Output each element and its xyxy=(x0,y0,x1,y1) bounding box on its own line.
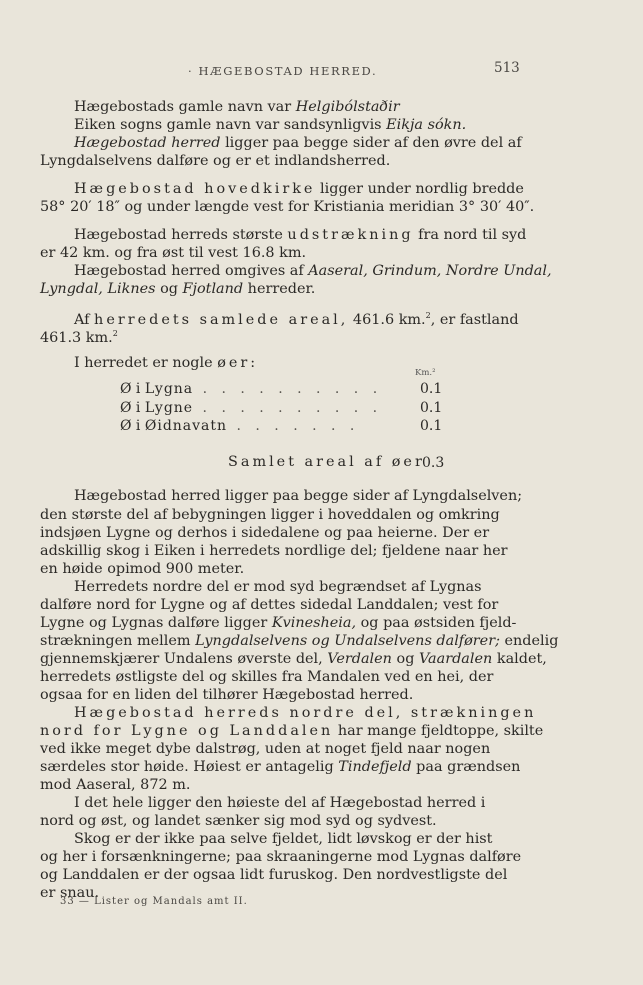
district-name: Hægebostad herred xyxy=(74,135,221,151)
body-text-span: Hægebostad herreds nordre del, strækningen xyxy=(74,705,537,721)
borders-line xyxy=(74,264,552,278)
body-text-span: og her i forsænkningerne; paa skraaningerne mod Lygnas dalføre xyxy=(40,849,522,865)
intro-text: Hægebostads gamle navn var xyxy=(74,99,296,115)
body-line xyxy=(40,814,437,828)
body-line xyxy=(74,706,536,720)
island-prefix: Ø i xyxy=(120,381,145,397)
intro-text: Eiken sogns gamle navn var sandsynligvis xyxy=(74,117,387,133)
body-text-span: gjennemskjærer Undalens øverste del, xyxy=(40,651,328,667)
neighbour-names: Lyngdal, Liknes xyxy=(40,281,156,297)
leader-dots: . . . . . . . . . . xyxy=(193,400,383,416)
neighbour-names: Fjotland xyxy=(182,281,244,297)
body-line xyxy=(40,598,498,612)
extent-text: Hægebostad herreds største xyxy=(74,227,288,243)
footer-signature: 33 — Lister og Mandals amt II. xyxy=(60,896,248,907)
area-value: 461.6 km. xyxy=(348,312,426,328)
area-word: herredets samlede areal, xyxy=(94,312,349,328)
body-text-span: Skog er der ikke paa selve fjeldet, lidt løvskog er der hist xyxy=(74,831,493,847)
body-text-span: ved ikke meget dybe dalstrøg, uden at noget fjeld naar nogen xyxy=(40,741,491,757)
body-text-span: nord og øst, og landet sænker sig mod syd og sydvest. xyxy=(40,813,437,829)
area-line xyxy=(40,330,118,345)
islands-total-label: Samlet areal af øer xyxy=(228,454,425,470)
island-value: 0.1 xyxy=(420,400,443,416)
body-text-span: særdeles stor høide. Høiest er antagelig xyxy=(40,759,339,775)
body-line xyxy=(40,544,508,558)
body-line xyxy=(74,489,522,503)
borders-text: og xyxy=(155,281,183,297)
extent-text: fra nord til syd xyxy=(413,227,527,243)
body-text-span: mod Aaseral, 872 m. xyxy=(40,777,191,793)
body-line xyxy=(40,760,520,774)
island-row xyxy=(120,418,359,434)
body-text-span: og paa østsiden fjeld- xyxy=(356,615,517,631)
borders-line xyxy=(40,282,315,296)
body-text-span: Herredets nordre del er mod syd begrændset af Lygnas xyxy=(74,579,482,595)
body-line xyxy=(40,742,490,756)
intro-line xyxy=(74,100,400,114)
church-coordinates: 58° 20′ 18″ og under længde vest for Kristiania meridian 3° 30′ 40″. xyxy=(40,199,535,215)
extent-line xyxy=(74,228,526,242)
island-name: Lygna xyxy=(144,381,194,397)
body-line xyxy=(40,652,547,666)
body-text-span: den største del af bebygningen ligger i hoveddalen og omkring xyxy=(40,507,500,523)
island-value: 0.1 xyxy=(420,381,443,397)
body-line xyxy=(40,724,543,738)
island-name: Øidnavatn xyxy=(144,418,228,434)
extent-values: er 42 km. og fra øst til vest 16.8 km. xyxy=(40,245,307,261)
island-row xyxy=(120,381,382,397)
intro-line xyxy=(74,136,522,150)
leader-dots: . . . . . . . xyxy=(227,418,360,434)
island-name: Lygne xyxy=(144,400,194,416)
body-line xyxy=(40,508,500,522)
neighbour-names: Aaseral, Grindum, Nordre Undal, xyxy=(308,263,552,279)
area-text: Af xyxy=(74,312,95,328)
body-line xyxy=(74,796,485,810)
body-text-span: paa grændsen xyxy=(411,759,521,775)
body-line xyxy=(40,634,558,648)
islands-text: I herredet er nogle xyxy=(74,355,218,371)
body-line xyxy=(74,832,492,846)
intro-line xyxy=(74,118,466,132)
body-text-span: og xyxy=(391,651,419,667)
borders-text: Hægebostad herred omgives af xyxy=(74,263,309,279)
page-number: 513 xyxy=(494,60,520,76)
body-text-span: ogsaa for en liden del tilhører Hægebostad herred. xyxy=(40,687,414,703)
body-text-span: indsjøen Lygne og derhos i sidedalene og paa heierne. Der er xyxy=(40,525,490,541)
area-line xyxy=(74,312,519,327)
body-line xyxy=(74,580,482,594)
body-text-span: og Landdalen er der ogsaa lidt furuskog. Den nordvestligste del xyxy=(40,867,508,883)
islands-word: øer: xyxy=(217,355,259,371)
body-line xyxy=(40,778,190,792)
body-text-span: herredets østligste del og skilles fra Mandalen ved en hei, der xyxy=(40,669,494,685)
islands-total-value: 0.3 xyxy=(422,455,445,471)
body-text-span: Hægebostad herred ligger paa begge sider af Lyngdalselven; xyxy=(74,488,523,504)
body-text-span: en høide opimod 900 meter. xyxy=(40,561,245,577)
extent-word: udstrækning xyxy=(287,227,414,243)
body-line xyxy=(40,562,244,576)
body-text-span: er snau. xyxy=(40,885,100,901)
church-label: Hægebostad hovedkirke xyxy=(74,181,316,197)
old-name: Eikja sókn. xyxy=(386,117,467,133)
body-text-span: Vaardalen xyxy=(418,651,493,667)
leader-dots: . . . . . . . . . . xyxy=(193,381,383,397)
body-text-span: strækningen mellem xyxy=(40,633,196,649)
body-text-span: Kvinesheia, xyxy=(271,615,357,631)
church-text: ligger under nordlig bredde xyxy=(315,181,524,197)
body-line xyxy=(40,850,521,864)
body-line xyxy=(40,526,489,540)
borders-text: herreder. xyxy=(243,281,316,297)
body-line xyxy=(40,688,413,702)
area-superscript: 2 xyxy=(425,311,431,320)
body-text-span: dalføre nord for Lygne og af dettes sidedal Landdalen; vest for xyxy=(40,597,499,613)
body-text-span: kaldet, xyxy=(492,651,547,667)
body-text-span: Lygne og Lygnas dalføre ligger xyxy=(40,615,272,631)
body-line xyxy=(40,868,507,882)
body-text-span: Lyngdalselvens og Undalselvens dalfører; xyxy=(195,633,500,649)
body-text-span: Verdalen xyxy=(327,651,392,667)
body-text-span: nord for Lygne og Landdalen xyxy=(40,723,334,739)
intro-line: Lyngdalselvens dalføre og er et indlandsherred. xyxy=(40,153,391,169)
unit-header: Km.² xyxy=(415,368,436,378)
body-text-span: har mange fjeldtoppe, skilte xyxy=(333,723,544,739)
island-prefix: Ø i xyxy=(120,400,145,416)
island-value: 0.1 xyxy=(420,418,443,434)
old-name: Helgibólstaðir xyxy=(295,99,400,115)
church-line xyxy=(74,182,524,196)
area-superscript: 2 xyxy=(112,329,118,338)
body-text-span: adskillig skog i Eiken i herredets nordlige del; fjeldene naar her xyxy=(40,543,508,559)
body-text-span: endelig xyxy=(499,633,559,649)
mainland-area: 461.3 km. xyxy=(40,330,113,346)
intro-text: ligger paa begge sider af den øvre del af xyxy=(220,135,522,151)
island-row xyxy=(120,400,382,416)
body-line xyxy=(40,616,516,630)
island-prefix: Ø i xyxy=(120,418,145,434)
body-text-span: I det hele ligger den høieste del af Hægebostad herred i xyxy=(74,795,486,811)
area-text: , er fastland xyxy=(430,312,519,328)
islands-intro xyxy=(74,356,258,370)
body-text-span: Tindefjeld xyxy=(338,759,412,775)
body-line xyxy=(40,670,493,684)
running-header: · HÆGEBOSTAD HERRED. xyxy=(188,64,378,78)
